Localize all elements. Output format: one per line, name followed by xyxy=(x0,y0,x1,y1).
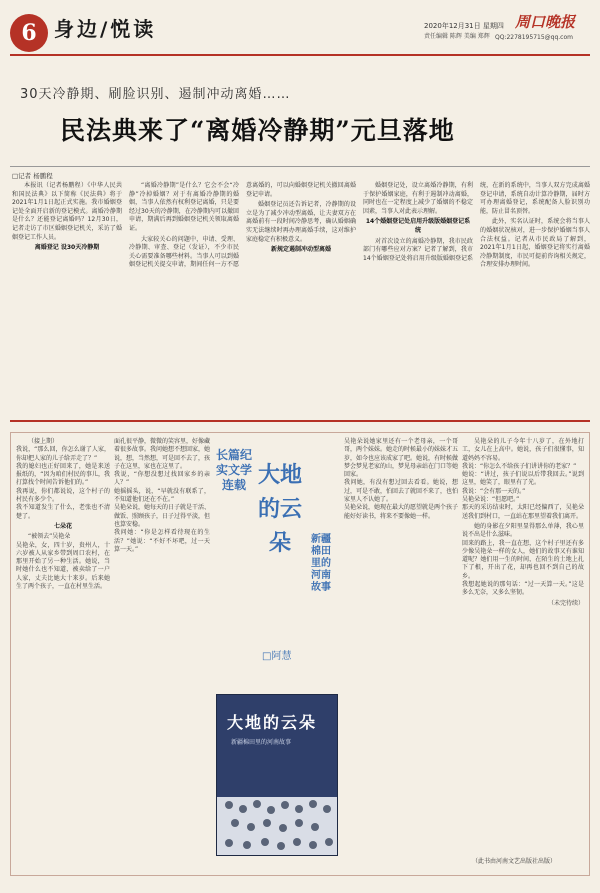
article-subheading: 14个婚姻登记处启用升级版婚姻登记系统 xyxy=(365,218,471,234)
article-paragraph: 此外，实名认证时，系统会将当事人的婚姻状况核对，进一步保护婚姻当事人合法权益。记者从市民政局了解到，2021年1月1日起，婚姻登记将实行离婚冷静期制度，市民可提前咨询相关规定，合理安排办理时间。 xyxy=(480,218,590,269)
article-paragraph: “离婚冷静期”是什么？它会不会“冷静”冷掉婚姻？对于有离婚冷静期的婚姻，当事人依然有权利登记离婚，只是要经过30天的冷静期，在冷静期内可以撤回申请，期满后再到婚姻登记机关领取离婚证。 xyxy=(129,182,239,232)
cover-title: 大地的云朵 xyxy=(227,713,318,732)
article-paragraph: 本报讯（记者杨鹏程）《中华人民共和国民法典》以下简称《民法典》将于2021年1月1日起正式实施。我市婚姻登记处全面开启新的登记模式。离婚冷静期是什么？还能登记离婚吗？12月30日，记者走访了市区婚姻登记机关，采访了婚姻登记工作人员。 xyxy=(12,182,122,241)
story-column-4 xyxy=(462,438,584,848)
story-text: “被领去”吴艳朵 吴艳朵，女，四十岁，贵州人，十六岁被人从家乡带到周口农村，在那里开始了另一种生活。她说，当时她什么也不知道，被卖给了一户人家，丈夫比她大十来岁。后来她生了两个孩子，一直在村里生活。 xyxy=(16,533,110,591)
issue-date: 2020年12月31日 星期四 xyxy=(424,22,504,30)
newspaper-logo: 周口晚报 xyxy=(515,13,576,31)
book-author: □阿慧 xyxy=(262,651,292,662)
article-subheading: 离婚登记 设30天冷静期 xyxy=(34,244,100,252)
book-title: 大地的云朵 xyxy=(257,462,302,556)
story-text: 吴艳朵的儿子今年十八岁了，在外地打工，女儿在上高中。她说，孩子们很懂事，知道妈妈不容易。 我说：“你怎么不给孩子们讲讲你的老家？” 她说：“讲过，孩子们说以后带我回去。”说到这里，她笑了，眼里有了光。 我说：“会有那一天的。” 吴艳朵说：“但愿吧。” 那天的采访结束时，太阳已经偏西了，吴艳朵送我们到村口，一直站在那里望着我们离开。 xyxy=(462,438,584,520)
to-be-continued: （未完待续） xyxy=(547,599,584,607)
publisher-note: （此书由河南文艺出版社出版） xyxy=(472,858,557,865)
story-text: 她的身影在夕阳里显得那么单薄，我心里说不出是什么滋味。 回来的路上，我一直在想，这个村子里还有多少像吴艳朵一样的女人，她们的故事又有谁知道呢？她们用一生的时间，在陌生的土地上扎下了根，开出了花，却再也回不到自己的故乡。 我想起她说的那句话：“过一天算一天。”这是多么无奈，又多么坚韧。 xyxy=(462,522,584,597)
article-subheading: 新规定遏制冲动型离婚 xyxy=(270,246,331,254)
story-chapter-title: 七朵花 xyxy=(53,522,72,530)
book-subtitle: 新疆棉田里的河南故事 xyxy=(311,534,331,593)
byline: □记者 杨鹏程 xyxy=(12,172,53,180)
article-paragraph: 婚姻登记处，设立离婚冷静期，有利于保护婚姻家庭，有利于遏制冲动离婚，同时也在一定程度上减少了婚姻的不稳定因素，当事人对此表示理解。 xyxy=(363,182,473,215)
section-divider xyxy=(10,420,590,422)
contact-email: QQ:2278195715@qq.com xyxy=(495,34,573,41)
series-label: 长篇纪实文学连载 xyxy=(216,448,253,492)
divider xyxy=(10,166,590,167)
story-column-3: 吴艳朵说她家里还有一个老母亲，一个哥哥，两个妹妹。她走的时候最小的妹妹才五岁，如今也应该成家了吧。她说，有时候做梦会梦见老家的山，梦见母亲站在门口等她回家。 我问她，有没有想过回去看看。她说，想过，可是不敢，怕回去了就回不来了，也怕家里人不认她了。 吴艳朵说，她现在最大的愿望就是两个孩子能好好读书，将来不要像她一样。 xyxy=(344,438,459,520)
main-article xyxy=(12,182,590,402)
cover-subtitle: 新疆棉田里的河南故事 xyxy=(231,739,292,746)
story-column-1 xyxy=(16,438,110,868)
section-title: 身边/悦读 xyxy=(54,17,157,41)
book-cover-image xyxy=(216,694,338,856)
headline: 民法典来了“离婚冷静期”元旦落地 xyxy=(60,116,455,145)
story-column-2: 面孔很平静，微微的笑容里，好像藏着很多故事。我问她想不想回家，她说，想，当然想，可是回不去了，孩子在这里，家也在这里了。 我说，“你想没想过找回家乡的亲人？” 她摇摇头，说，“早就没有联系了，不知道他们还在不在。” 吴艳朵说，她每天的日子就是干活、做饭、照顾孩子，日子过得平淡，但也算安稳。 我问她：“你是怎样看待现在的生活？”她说：“不好不坏吧，过一天算一天。” xyxy=(114,438,211,553)
page-header xyxy=(0,0,600,72)
story-text: （接上期） 我说，“那么回，你怎么谢了人家，你却把人家的儿子给弄走了？” 我的媳妇也正好回来了，她是来送报纸的，“因为咱们村民的事儿，我打算找个时间告诉他们的。” 我再说，你们都说说，这个村子的村民有多少个。 我不知道发生了什么，老张也不清楚了。 xyxy=(16,438,110,520)
article-paragraph: 婚姻登记员还告诉记者，冷静期的设立是为了减少冲动型离婚，让夫妻双方在离婚前有一段时间冷静思考，确认婚姻确实无法继续时再办理离婚手续，这对维护家庭稳定有积极意义。 xyxy=(246,201,356,243)
book-feature xyxy=(216,438,338,856)
subheadline: 30天冷静期、刷脸识别、遏制冲动离婚…… xyxy=(20,87,291,102)
header-rule xyxy=(10,54,590,56)
article-paragraph: 对首次设立的离婚冷静期，我市民政部门有哪些应对方案？记者了解到，我市14个婚姻登记处将启用升级版婚姻登记系统，在新的系统中，当事人双方完成离婚登记申请，系统自动计算冷静期，届时方可办理离婚登记，系统配备人脸识别功能，防止冒名顶替。 xyxy=(363,182,590,262)
editors-credit: 责任编辑 陈辉 美编 郑辉 xyxy=(424,33,490,40)
page-number: 6 xyxy=(10,14,48,52)
article-paragraph: 大家较关心的问题中，申请、受理、冷静期、审查、登记（发证），不少市民关心需要准备哪些材料。当事人可以到婚姻登记机关提交申请，期间任何一方不愿意离婚的，可以向婚姻登记机关撤回离婚登记申请。 xyxy=(129,182,356,269)
crowd-illustration xyxy=(217,757,338,856)
